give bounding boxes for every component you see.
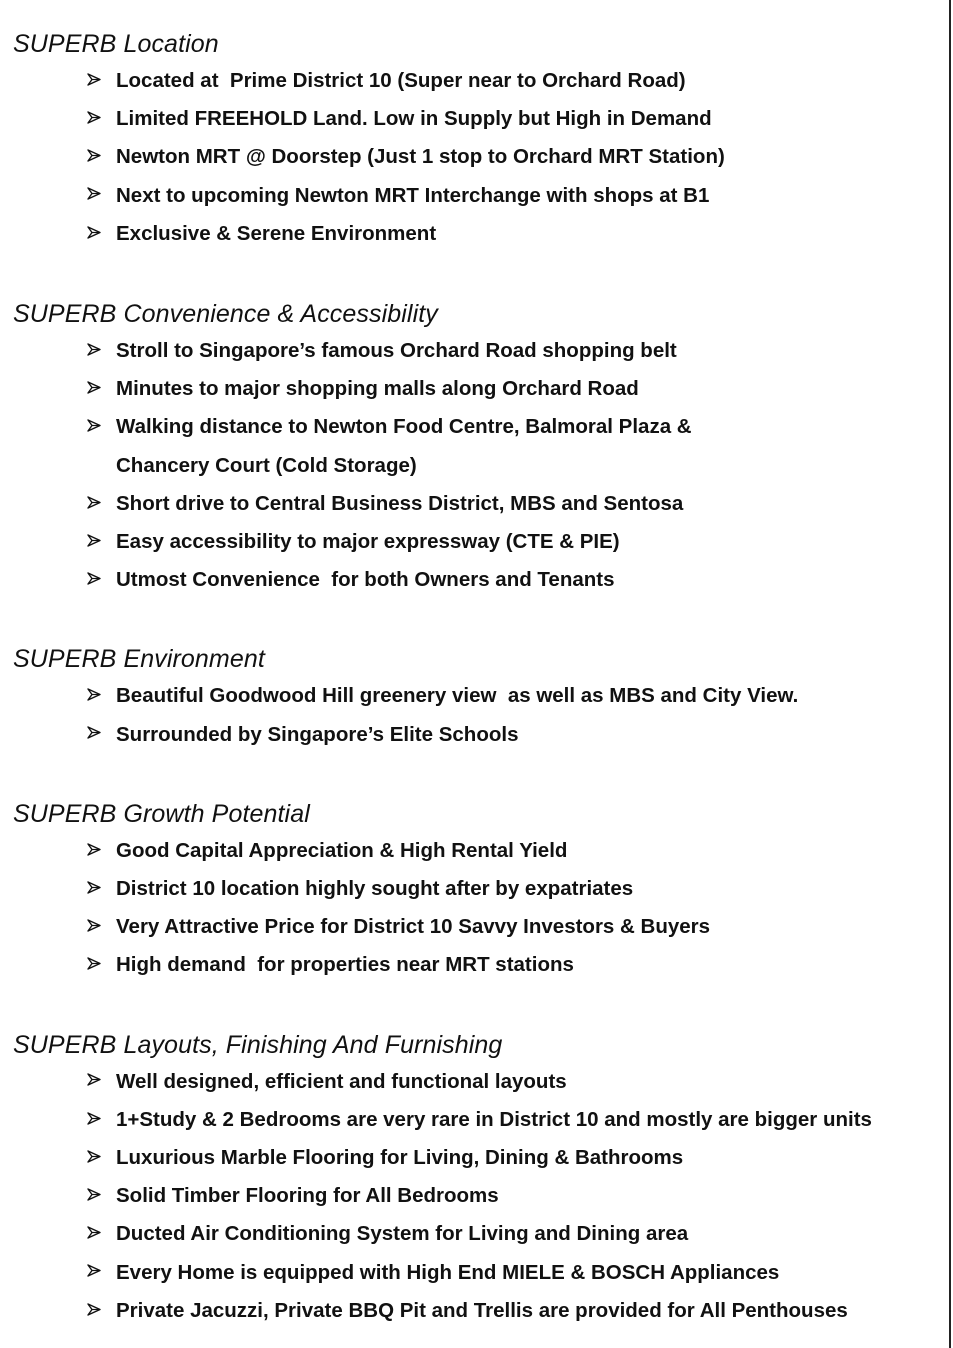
section-environment [13, 641, 933, 753]
list-item-text: Stroll to Singapore’s famous Orchard Road shopping belt [116, 339, 677, 363]
arrow-bullet-icon [87, 138, 116, 176]
arrow-bullet-icon [87, 832, 116, 870]
list-item-text: Well designed, efficient and functional layouts [116, 1069, 567, 1093]
section-spacer [13, 599, 933, 641]
list-item-text: Utmost Convenience for both Owners and Tenants [116, 568, 615, 592]
list-item-text: Solid Timber Flooring for All Bedrooms [116, 1184, 499, 1208]
list-item-text: Every Home is equipped with High End MIELE & BOSCH Appliances [116, 1260, 780, 1284]
list-item [13, 215, 933, 253]
list-item-text: Luxurious Marble Flooring for Living, Dining & Bathrooms [116, 1146, 684, 1170]
arrow-bullet-icon [87, 1101, 116, 1139]
list-item-text: Good Capital Appreciation & High Rental Yield [116, 838, 568, 862]
section-spacer [13, 985, 933, 1027]
arrow-bullet-icon [87, 332, 116, 370]
list-item-text: Beautiful Goodwood Hill greenery view as well as MBS and City View. [116, 684, 799, 708]
list-item [13, 1292, 933, 1330]
list-item-text: Chancery Court (Cold Storage) [116, 453, 417, 477]
list-item-text: Surrounded by Singapore’s Elite Schools [116, 722, 519, 746]
page-edge-rule [949, 0, 951, 1348]
arrow-bullet-icon [87, 1254, 116, 1292]
list-item [13, 677, 933, 715]
list-item-text: Ducted Air Conditioning System for Living and Dining area [116, 1222, 689, 1246]
bullet-list [13, 1063, 933, 1330]
arrow-bullet-icon [87, 100, 116, 138]
list-item-text: Walking distance to Newton Food Centre, Balmoral Plaza & [116, 415, 692, 439]
list-item-text: Located at Prime District 10 (Super near to Orchard Road) [116, 69, 686, 92]
list-item [13, 138, 933, 176]
list-item-text: Limited FREEHOLD Land. Low in Supply but High in Demand [116, 107, 712, 131]
document-page [13, 26, 933, 1330]
list-item-text: Exclusive & Serene Environment [116, 221, 437, 245]
list-item-text: Easy accessibility to major expressway (CTE & PIE) [116, 530, 620, 554]
bullet-list [13, 832, 933, 985]
arrow-bullet-icon [87, 870, 116, 908]
section-spacer [13, 253, 933, 296]
bullet-list [13, 677, 933, 753]
list-item-continuation [13, 447, 933, 485]
section-title: SUPERB Growth Potential [13, 799, 310, 828]
arrow-bullet-icon [87, 177, 116, 215]
arrow-bullet-icon [87, 1063, 116, 1101]
list-item [13, 561, 933, 599]
list-item-text: Short drive to Central Business District, MBS and Sentosa [116, 491, 684, 515]
section-title: SUPERB Environment [13, 645, 265, 674]
list-item-text: Newton MRT @ Doorstep (Just 1 stop to Orchard MRT Station) [116, 145, 725, 169]
list-item [13, 870, 933, 908]
list-item [13, 332, 933, 370]
list-item-text: Next to upcoming Newton MRT Interchange with shops at B1 [116, 183, 710, 207]
arrow-bullet-icon [87, 561, 116, 599]
list-item [13, 1215, 933, 1253]
arrow-bullet-icon [87, 716, 116, 754]
list-item [13, 946, 933, 984]
list-item [13, 1254, 933, 1292]
section-convenience-accessibility [13, 296, 933, 599]
arrow-bullet-icon [87, 215, 116, 253]
list-item-text: 1+Study & 2 Bedrooms are very rare in District 10 and mostly are bigger units [116, 1107, 872, 1131]
list-item [13, 62, 933, 100]
arrow-bullet-icon [87, 946, 116, 984]
list-item [13, 100, 933, 138]
list-item [13, 1139, 933, 1177]
list-item-text: Very Attractive Price for District 10 Savvy Investors & Buyers [116, 915, 711, 939]
bullet-list [13, 62, 933, 253]
list-item-text: District 10 location highly sought after by expatriates [116, 877, 634, 901]
arrow-bullet-icon [87, 1215, 116, 1253]
section-layouts-finishing [13, 1027, 933, 1330]
arrow-bullet-icon [87, 908, 116, 946]
list-item [13, 523, 933, 561]
list-item [13, 370, 933, 408]
arrow-bullet-icon [87, 370, 116, 408]
list-item [13, 908, 933, 946]
list-item-text: High demand for properties near MRT stations [116, 953, 574, 977]
arrow-bullet-icon [87, 677, 116, 715]
arrow-bullet-icon [87, 1139, 116, 1177]
section-location [13, 26, 933, 253]
list-item [13, 485, 933, 523]
list-item [13, 1063, 933, 1101]
list-item [13, 408, 933, 446]
arrow-bullet-icon [87, 1177, 116, 1215]
list-item [13, 177, 933, 215]
list-item-text: Private Jacuzzi, Private BBQ Pit and Trellis are provided for All Penthouses [116, 1298, 848, 1322]
arrow-bullet-icon [87, 523, 116, 561]
list-item [13, 1101, 933, 1139]
arrow-bullet-icon [87, 62, 116, 100]
list-item-text: Minutes to major shopping malls along Orchard Road [116, 377, 639, 401]
section-title: SUPERB Location [13, 30, 219, 58]
list-item [13, 1177, 933, 1215]
section-growth-potential [13, 796, 933, 985]
arrow-bullet-icon [87, 485, 116, 523]
list-item [13, 832, 933, 870]
section-spacer [13, 754, 933, 796]
list-item [13, 716, 933, 754]
arrow-bullet-icon [87, 1292, 116, 1330]
section-title: SUPERB Convenience & Accessibility [13, 300, 438, 329]
bullet-list [13, 332, 933, 599]
arrow-bullet-icon [87, 408, 116, 446]
section-title: SUPERB Layouts, Finishing And Furnishing [13, 1030, 503, 1059]
